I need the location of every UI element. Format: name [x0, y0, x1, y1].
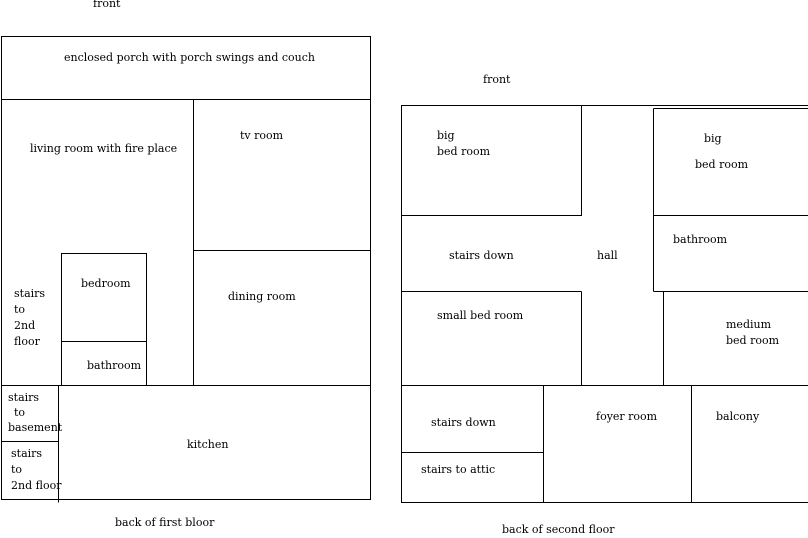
stairs-down-mid-label: stairs down: [449, 248, 514, 264]
medium-bedroom-label: medium bed room: [726, 317, 779, 349]
bathroom-label: bathroom: [87, 358, 141, 374]
hall-label: hall: [597, 248, 618, 264]
stairs-down-lower-label: stairs down: [431, 415, 496, 431]
kitchen-label: kitchen: [187, 437, 228, 453]
big-bedroom-left-label: big bed room: [437, 128, 490, 160]
living-room-label: living room with fire place: [30, 141, 177, 157]
foyer-room-label: foyer room: [596, 409, 657, 425]
balcony-label: balcony: [716, 409, 759, 425]
tv-room-label: tv room: [240, 128, 283, 144]
first-floor-front-label: front: [93, 0, 120, 12]
dining-room-label: dining room: [228, 289, 296, 305]
second-floor-front-label: front: [483, 72, 510, 88]
second-floor-bathroom-label: bathroom: [673, 232, 727, 248]
stairs-2nd-floor-bottom-label: stairs to 2nd floor: [11, 446, 61, 494]
big-bedroom-right-label: big bed room: [704, 131, 748, 173]
first-floor-back-label: back of first bloor: [115, 515, 214, 531]
porch-label: enclosed porch with porch swings and couch: [64, 50, 315, 66]
big-bedroom-left-box: [402, 106, 582, 216]
stairs-attic-label: stairs to attic: [421, 462, 495, 478]
small-bedroom-label: small bed room: [437, 308, 523, 324]
bedroom-label: bedroom: [81, 276, 131, 292]
stairs-2nd-floor-label: stairs to 2nd floor: [14, 286, 45, 350]
stairs-basement-label: stairs to basement: [8, 390, 62, 435]
second-floor-back-label: back of second floor: [502, 522, 615, 538]
